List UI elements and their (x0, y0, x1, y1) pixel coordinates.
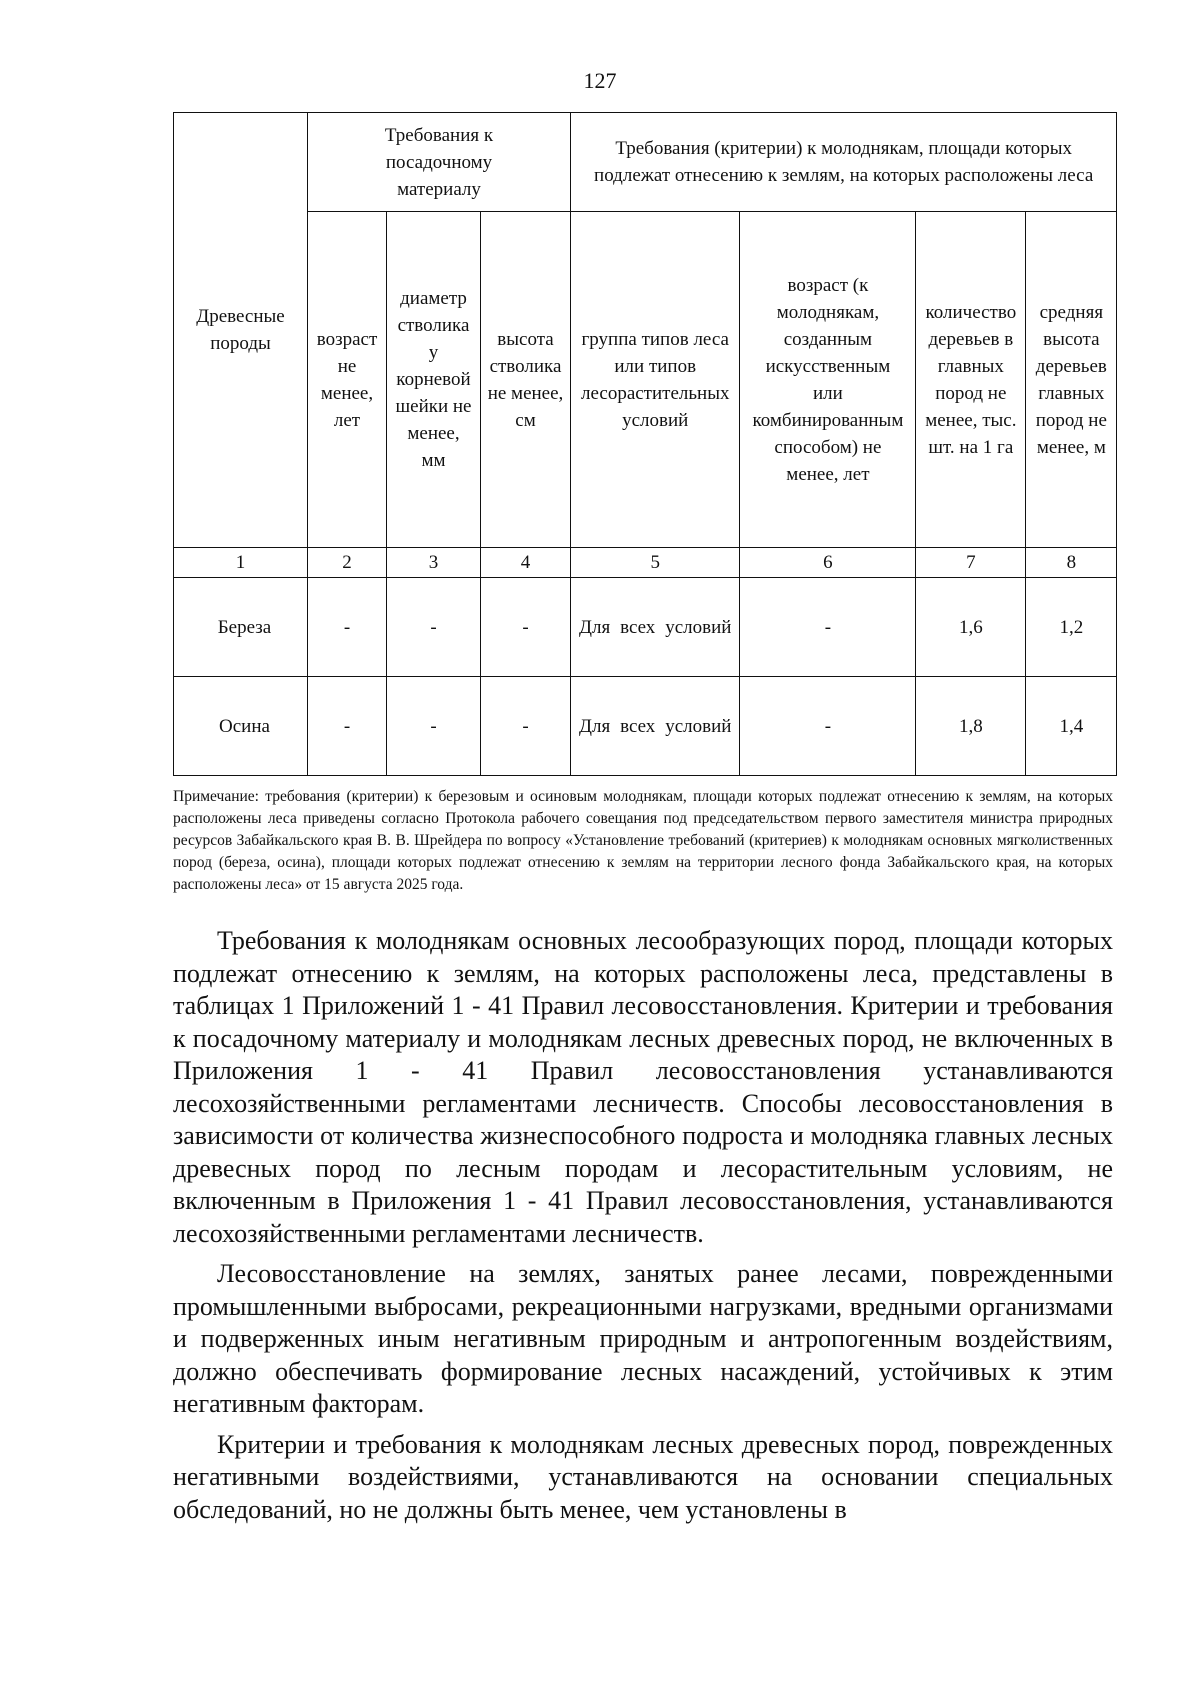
column-number-row (174, 548, 1117, 578)
table-row (174, 677, 1117, 776)
young-stand-age-cell: - (740, 578, 916, 677)
forest-type-cell (571, 578, 740, 677)
species-cell: Осина (174, 677, 308, 776)
column-number: 5 (571, 548, 740, 578)
header-young-stand-criteria: Требования (критерии) к молоднякам, площади которых подлежат отнесению к землям, на которых расположены леса (571, 113, 1117, 212)
forest-type-text: Для всех условий (579, 616, 732, 638)
column-number: 8 (1026, 548, 1117, 578)
header-species: Древесные породы (174, 113, 308, 548)
header-root-collar-diameter: диаметр стволика у корневой шейки не менее, мм (387, 212, 481, 548)
average-height-cell: 1,2 (1026, 578, 1117, 677)
header-stem-height: высота стволика не менее, см (481, 212, 571, 548)
column-number: 7 (916, 548, 1026, 578)
column-number: 2 (308, 548, 387, 578)
header-young-stand-age: возраст (к молоднякам, созданным искусственным или комбинированным способом) не менее, лет (740, 212, 916, 548)
table-header-row-columns (174, 212, 1117, 548)
table-row (174, 578, 1117, 677)
tree-count-cell: 1,6 (916, 578, 1026, 677)
diameter-cell: - (387, 578, 481, 677)
paragraph: Требования к молоднякам основных лесообразующих пород, площади которых подлежат отнесению к землям, на которых расположены леса, представлены в таблицах 1 Приложений 1 - 41 Правил лесовосстановления. Критерии и требования к посадочному материалу и молоднякам лесных древесных пород, не включенных в Приложения 1 - 41 Правил лесовосстановления устанавливаются лесохозяйственными регламентами лесничеств. Способы лесовосстановления в зависимости от количества жизнеспособного подроста и молодняка главных лесных древесных пород по лесным породам и лесорастительным условиям, не включенным в Приложения 1 - 41 Правил лесовосстановления, устанавливаются лесохозяйственными регламентами лесничеств. (173, 926, 1113, 1248)
seedling-age-cell: - (308, 578, 387, 677)
species-cell: Береза (174, 578, 308, 677)
paragraph: Лесовосстановление на землях, занятых ранее лесами, поврежденными промышленными выбросами, рекреационными нагрузками, вредными организмами и подверженных иным негативным природным и антропогенным воздействиям, должно обеспечивать формирование лесных насаждений, устойчивых к этим негативным факторам. (173, 1259, 1113, 1418)
seedling-age-cell: - (308, 677, 387, 776)
diameter-cell: - (387, 677, 481, 776)
header-planting-material: Требования к посадочному материалу (308, 113, 571, 212)
page-number: 127 (583, 68, 617, 93)
header-forest-type-group: группа типов леса или типов лесорастительных условий (571, 212, 740, 548)
paragraph: Критерии и требования к молоднякам лесных древесных пород, поврежденных негативными воздействиями, устанавливаются на основании специальных обследований, но не должны быть менее, чем установлены в (173, 1429, 1113, 1524)
stem-height-cell: - (481, 578, 571, 677)
column-number: 6 (740, 548, 916, 578)
header-average-height: средняя высота деревьев главных пород не менее, м (1026, 212, 1117, 548)
body-text (173, 925, 1113, 1534)
tree-count-cell: 1,8 (916, 677, 1026, 776)
forest-type-cell (571, 677, 740, 776)
average-height-cell: 1,4 (1026, 677, 1117, 776)
forest-type-text: Для всех условий (579, 715, 732, 737)
young-stand-age-cell: - (740, 677, 916, 776)
header-seedling-age: возраст не менее, лет (308, 212, 387, 548)
stem-height-cell: - (481, 677, 571, 776)
table-header-row-groups (174, 113, 1117, 212)
column-number: 3 (387, 548, 481, 578)
column-number: 1 (174, 548, 308, 578)
requirements-table (173, 112, 1117, 776)
table-note: Примечание: требования (критерии) к березовым и осиновым молоднякам, площади которых подлежат отнесению к землям, на которых расположены леса приведены согласно Протокола рабочего совещания под председательством первого заместителя министра природных ресурсов Забайкальского края В. В. Шрейдера по вопросу «Установление требований (критериев) к молоднякам основных мягколиственных пород (береза, осина), площади которых подлежат отнесению к землям на территории лесного фонда Забайкальского края, на которых расположены леса» от 15 августа 2025 года. (173, 788, 1113, 893)
column-number: 4 (481, 548, 571, 578)
header-tree-count: количество деревьев в главных пород не менее, тыс. шт. на 1 га (916, 212, 1026, 548)
